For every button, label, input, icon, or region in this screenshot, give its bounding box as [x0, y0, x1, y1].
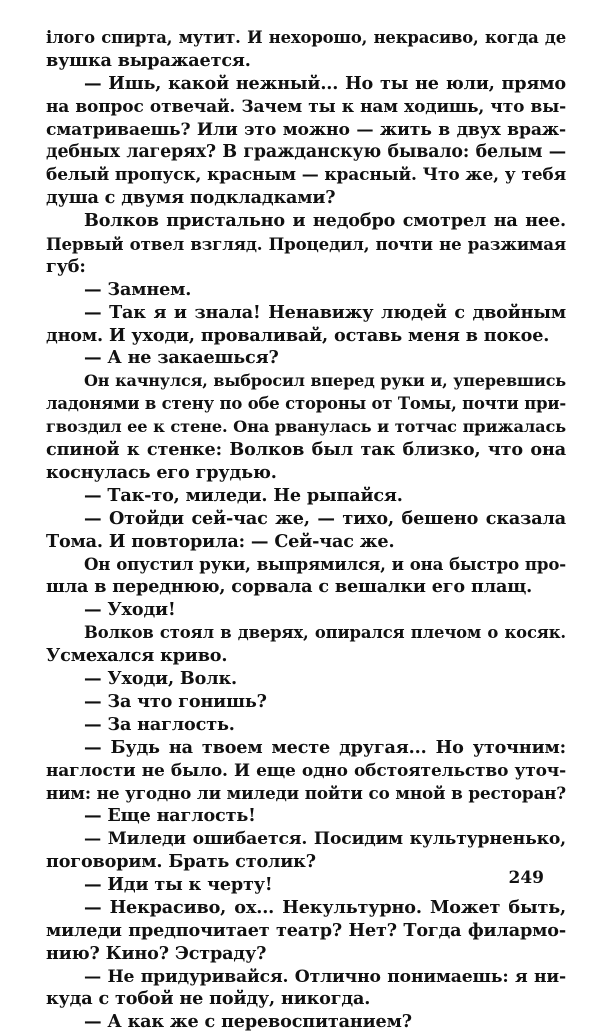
page-body-text: [46, 27, 566, 1034]
text-line: коснулась его грудью.: [46, 461, 277, 483]
text-line: нию? Кино? Эстраду?: [46, 942, 267, 964]
text-line: — Не придуривайся. Отлично понимаешь: я ни-: [84, 966, 566, 987]
text-line: — За наглость.: [84, 713, 235, 735]
text-line: Первый отвел взгляд. Процедил, почти не разжимая: [46, 234, 566, 255]
text-line: — Миледи ошибается. Посидим культурненько,: [84, 829, 566, 850]
text-line: вушка выражается.: [46, 49, 251, 71]
text-line: — А как же с перевоспитанием?: [84, 1011, 412, 1033]
text-line: ілого спирта, мутит. И нехорошо, некрасиво, когда де: [46, 28, 566, 47]
text-line: Волков стоял в дверях, опирался плечом о косяк.: [84, 623, 566, 643]
text-line: наглости не было. И еще одно обстоятельство уточ-: [46, 760, 566, 781]
text-line: — Еще наглость!: [84, 805, 256, 827]
text-line: белый пропуск, красным — красный. Что же, у тебя: [46, 165, 566, 186]
text-line: — А не закаешься?: [84, 347, 279, 369]
text-line: Усмехался криво.: [46, 645, 228, 667]
text-line: Волков пристально и недобро смотрел на нее.: [84, 210, 566, 232]
text-line: на вопрос отвечай. Зачем ты к нам ходишь, что вы-: [46, 96, 566, 117]
text-line: — За что гонишь?: [84, 690, 267, 712]
text-line: — Уходи, Волк.: [84, 667, 237, 689]
text-line: ним: не угодно ли миледи пойти со мной в ресторан?: [46, 783, 566, 804]
text-line: душа с двумя подкладками?: [46, 187, 336, 209]
text-line: — Так-то, миледи. Не рыпайся.: [84, 484, 403, 506]
text-line: — Некрасиво, ох... Некультурно. Может быть,: [84, 896, 566, 918]
text-line: гвоздил ее к стене. Она рванулась и тотчас прижалась: [46, 417, 566, 437]
page-number: 249: [508, 868, 544, 888]
text-line: — Замнем.: [84, 278, 192, 300]
text-line: ладонями в стену по обе стороны от Томы, почти при-: [46, 394, 567, 414]
text-line: — Ишь, какой нежный... Но ты не юли, прямо: [84, 72, 566, 94]
text-line: — Иди ты к черту!: [84, 873, 273, 895]
text-line: куда с тобой не пойду, никогда.: [46, 988, 371, 1010]
text-line: — Уходи!: [84, 599, 176, 621]
text-line: сматриваешь? Или это можно — жить в двух враж-: [46, 119, 566, 140]
text-line: — Отойди сей-час же, — тихо, бешено сказала: [84, 507, 566, 529]
text-line: — Будь на твоем месте другая... Но уточним:: [84, 736, 566, 758]
text-line: поговорим. Брать столик?: [46, 851, 316, 873]
text-line: шла в переднюю, сорвала с вешалки его плащ.: [46, 576, 533, 598]
text-line: спиной к стенке: Волков был так близко, что она: [46, 439, 566, 461]
text-line: Он качнулся, выбросил вперед руки и, уперевшись: [84, 371, 566, 391]
text-line: дебных лагерях? В гражданскую бывало: белым —: [46, 142, 566, 163]
text-line: — Так я и знала! Ненавижу людей с двойным: [84, 301, 566, 323]
text-line: дном. И уходи, проваливай, оставь меня в покое.: [46, 324, 550, 346]
text-line: губ:: [46, 255, 86, 277]
text-line: Он опустил руки, выпрямился, и она быстро про-: [84, 554, 566, 575]
text-line: Тома. И повторила: — Сей-час же.: [46, 530, 395, 552]
text-line: миледи предпочитает театр? Нет? Тогда филармо-: [46, 919, 566, 941]
